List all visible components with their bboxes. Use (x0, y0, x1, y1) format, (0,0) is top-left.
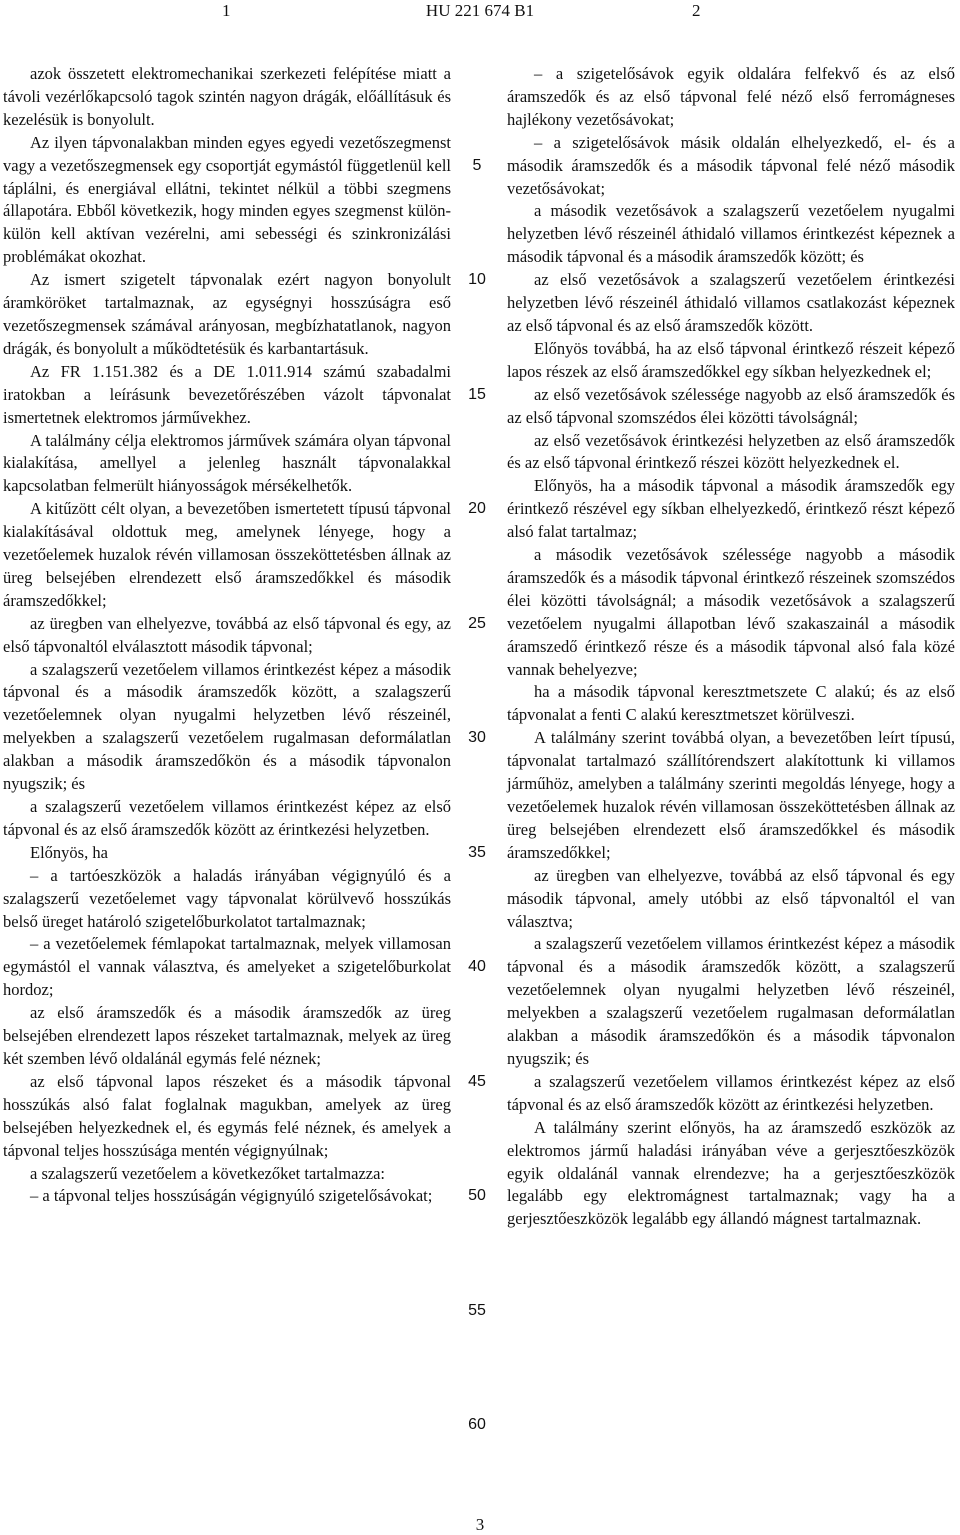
paragraph: A találmány célja elektromos járművek számára olyan tápvonal kialakítása, amellyel a jelenleg használt tápvonalakkal kapcsolatban felmerült hiányosságok mérsékelhetők. (3, 430, 451, 496)
footer-page-number: 3 (475, 1515, 485, 1534)
paragraph: Előnyös, ha (30, 842, 108, 862)
line-number: 45 (468, 1072, 486, 1090)
line-number: 10 (468, 271, 486, 289)
paragraph: ha a második tápvonal keresztmetszete C alakú; és az első tápvonalat a fenti C alakú keresztmetszet körülveszi. (507, 682, 955, 725)
line-number: 5 (472, 156, 482, 174)
paragraph: az első tápvonal lapos részeket és a második tápvonal hosszúkás alsó falat foglalnak magukban, amelyek az üreg belsejében helyezkednek el, és egymás felé néznek, és amelyek a tápvonal teljes hosszúsága mentén végignyúlnak; (3, 1071, 451, 1160)
line-number: 25 (468, 614, 486, 632)
paragraph: az első vezetősávok a szalagszerű vezetőelem érintkezési helyzetben lévő részeinél áthidaló villamos csatlakozást képeznek az első tápvonal és az első áramszedők között. (507, 270, 955, 335)
paragraph: Az FR 1.151.382 és a DE 1.011.914 számú szabadalmi iratokban a leírásunk bevezetőrészében vázolt tápvonalat ismertetnek elektromos járművekhez. (3, 361, 451, 427)
line-number: 35 (468, 843, 486, 861)
paragraph: a szalagszerű vezetőelem a következőket tartalmazza: (30, 1163, 385, 1183)
paragraph: – a tápvonal teljes hosszúságán végignyúló szigetelősávokat; (30, 1186, 433, 1206)
paragraph: azok összetett elektromechanikai szerkezeti felépítése miatt a távoli vezérlőkapcsoló tagok szintén nagyon drágák, előállításuk és kezelésük is bonyolult. (3, 64, 451, 129)
line-number: 55 (468, 1301, 486, 1319)
paragraph: az első áramszedők és a második áramszedők az üreg belsejében elrendezett lapos részeket tartalmaznak, melyek az üreg két szemben lévő oldalánál egymás felé néznek; (3, 1003, 451, 1068)
paragraph: a szalagszerű vezetőelem villamos érintkezést képez a második tápvonal és a második áramszedők között, a szalagszerű vezetőelemnek olyan nyugalmi helyzetben lévő részeinél, melyekben a szalagszerű vezetőelem rugalmasan deformálatlan alakban a második áramszedőkön és a második tápvonalon nyugszik; és (507, 934, 955, 1068)
paragraph: a szalagszerű vezetőelem villamos érintkezést képez az első tápvonal és az első áramszedők között az érintkezési helyzetben. (3, 797, 451, 839)
line-number: 15 (468, 385, 486, 403)
paragraph: Az ismert szigetelt tápvonalak ezért nagyon bonyolult áramköröket tartalmaznak, az egységnyi hosszúságra eső vezetőszegmensek számával arányosan, megbízhatatlanok, nagyon drágák, és bonyolult a működtetésük és karbantartásuk. (3, 270, 451, 358)
paragraph: – a vezetőelemek fémlapokat tartalmaznak, melyek villamosan egymástól el vannak választva, és amelyeket a szigetelőburkolat hordoz; (3, 934, 451, 1000)
paragraph: a szalagszerű vezetőelem villamos érintkezést képez a második tápvonal és a második áramszedők között, a szalagszerű vezetőelemnek olyan nyugalmi helyzetben lévő részeinél, melyekben a szalagszerű vezetőelem rugalmasan deformálatlan alakban a második áramszedőkön és a második tápvonalon nyugszik; és (3, 659, 451, 794)
paragraph: Előnyös továbbá, ha az első tápvonal érintkező részeit képező lapos részek az első áramszedőkkel egy síkban helyezkednek el; (507, 338, 955, 381)
paragraph: az üregben van elhelyezve, továbbá az első tápvonal és egy második tápvonal, amely utóbbi az első tápvonaltól el van választva; (507, 865, 955, 931)
line-number: 60 (468, 1416, 486, 1434)
paragraph: az első vezetősávok érintkezési helyzetben az első áramszedők és az első tápvonal érintkező részei között helyezkednek el. (507, 430, 955, 473)
page-footer (0, 1515, 960, 1535)
paragraph: – a szigetelősávok egyik oldalára felfekvő és az első áramszedők és az első tápvonal felé néző első ferromágneses hajlékony vezetősávokat; (507, 64, 955, 129)
paragraph: a második vezetősávok a szalagszerű vezetőelem nyugalmi helyzetben lévő részeinél áthidaló villamos érintkezést képeznek a második tápvonal és a második áramszedők között; és (507, 201, 955, 267)
right-page-number: 2 (692, 1, 701, 20)
paragraph: Előnyös, ha a második tápvonal a második áramszedők egy érintkező részével egy síkban elhelyezkedő, érintkező részt képező alsó falat tartalmaz; (507, 476, 955, 542)
paragraph: – a tartóeszközök a haladás irányában végignyúló és a szalagszerű vezetőelemet vagy tápvonalat körülvevő hosszúkás belső üreget határoló szigetelőburkolatot tartalmaznak; (3, 865, 451, 931)
left-text-column (3, 63, 451, 1208)
paragraph: az üregben van elhelyezve, továbbá az első tápvonal és egy, az első tápvonaltól elválasztott második tápvonal; (3, 613, 451, 656)
line-number: 40 (468, 958, 486, 976)
right-text-column (507, 63, 955, 1231)
paragraph: az első vezetősávok szélessége nagyobb az első áramszedők és az első tápvonal szomszédos élei közötti távolságnál; (507, 384, 955, 427)
paragraph: A találmány szerint továbbá olyan, a bevezetőben leírt típusú, tápvonalat tartalmazó szállítórendszert alakítottunk ki villamos járműhöz, amelyben a találmány szerinti megoldás lényege, hogy a vezetőelemek huzalok révén villamosan összeköttetésben állnak az üreg belsejében elrendezett első áramszedőkkel és második áramszedőkkel; (507, 728, 955, 862)
paragraph: a második vezetősávok szélessége nagyobb a második áramszedők és a második tápvonal érintkező részeinek szomszédos élei közötti távolságnál; a második vezetősávok a szalagszerű vezetőelem nyugalmi állapotban lévő szakaszainál a második áramszedő érintkező része és a második tápvonal alsó fala közé vannak behelyezve; (507, 545, 955, 679)
paragraph: A kitűzött célt olyan, a bevezetőben ismertetett típusú tápvonal kialakításával oldottuk meg, amelynek lényege, hogy a vezetőelemek huzalok révén villamosan összeköttetésben állnak az üreg belsejében elrendezett első áramszedőkkel és második áramszedőkkel; (3, 499, 451, 610)
paragraph: Az ilyen tápvonalakban minden egyes egyedi vezetőszegmenst vagy a vezetőszegmensek egy csoportját egymástól függetlenül kell táplálni, és energiával ellátni, tekintet nélkül a többi szegmens állapotára. Ebből következik, hogy minden egyes szegmenst külön-külön kell aktívan vezérelni, ami sebességi és szinkronizálási problémákat okozhat. (3, 132, 451, 267)
paragraph: a szalagszerű vezetőelem villamos érintkezést képez az első tápvonal és az első áramszedők között az érintkezési helyzetben. (507, 1071, 955, 1114)
line-number: 30 (468, 729, 486, 747)
left-page-number: 1 (222, 1, 231, 20)
line-number: 20 (468, 500, 486, 518)
page-header (0, 0, 960, 22)
patent-number: HU 221 674 B1 (425, 1, 535, 20)
paragraph: – a szigetelősávok másik oldalán elhelyezkedő, el- és a második áramszedők és a második tápvonal felé néző második vezetősávokat; (507, 132, 955, 198)
paragraph: A találmány szerint előnyös, ha az áramszedő eszközök az elektromos jármű haladási irányában véve a gerjesztőeszközök egyik oldalánál vannak elrendezve; ha a gerjesztőeszközök legalább egy elektromágnest tartalmaznak; vagy ha a gerjesztőeszközök legalább egy állandó mágnest tartalmaznak. (507, 1117, 955, 1229)
line-number: 50 (468, 1187, 486, 1205)
